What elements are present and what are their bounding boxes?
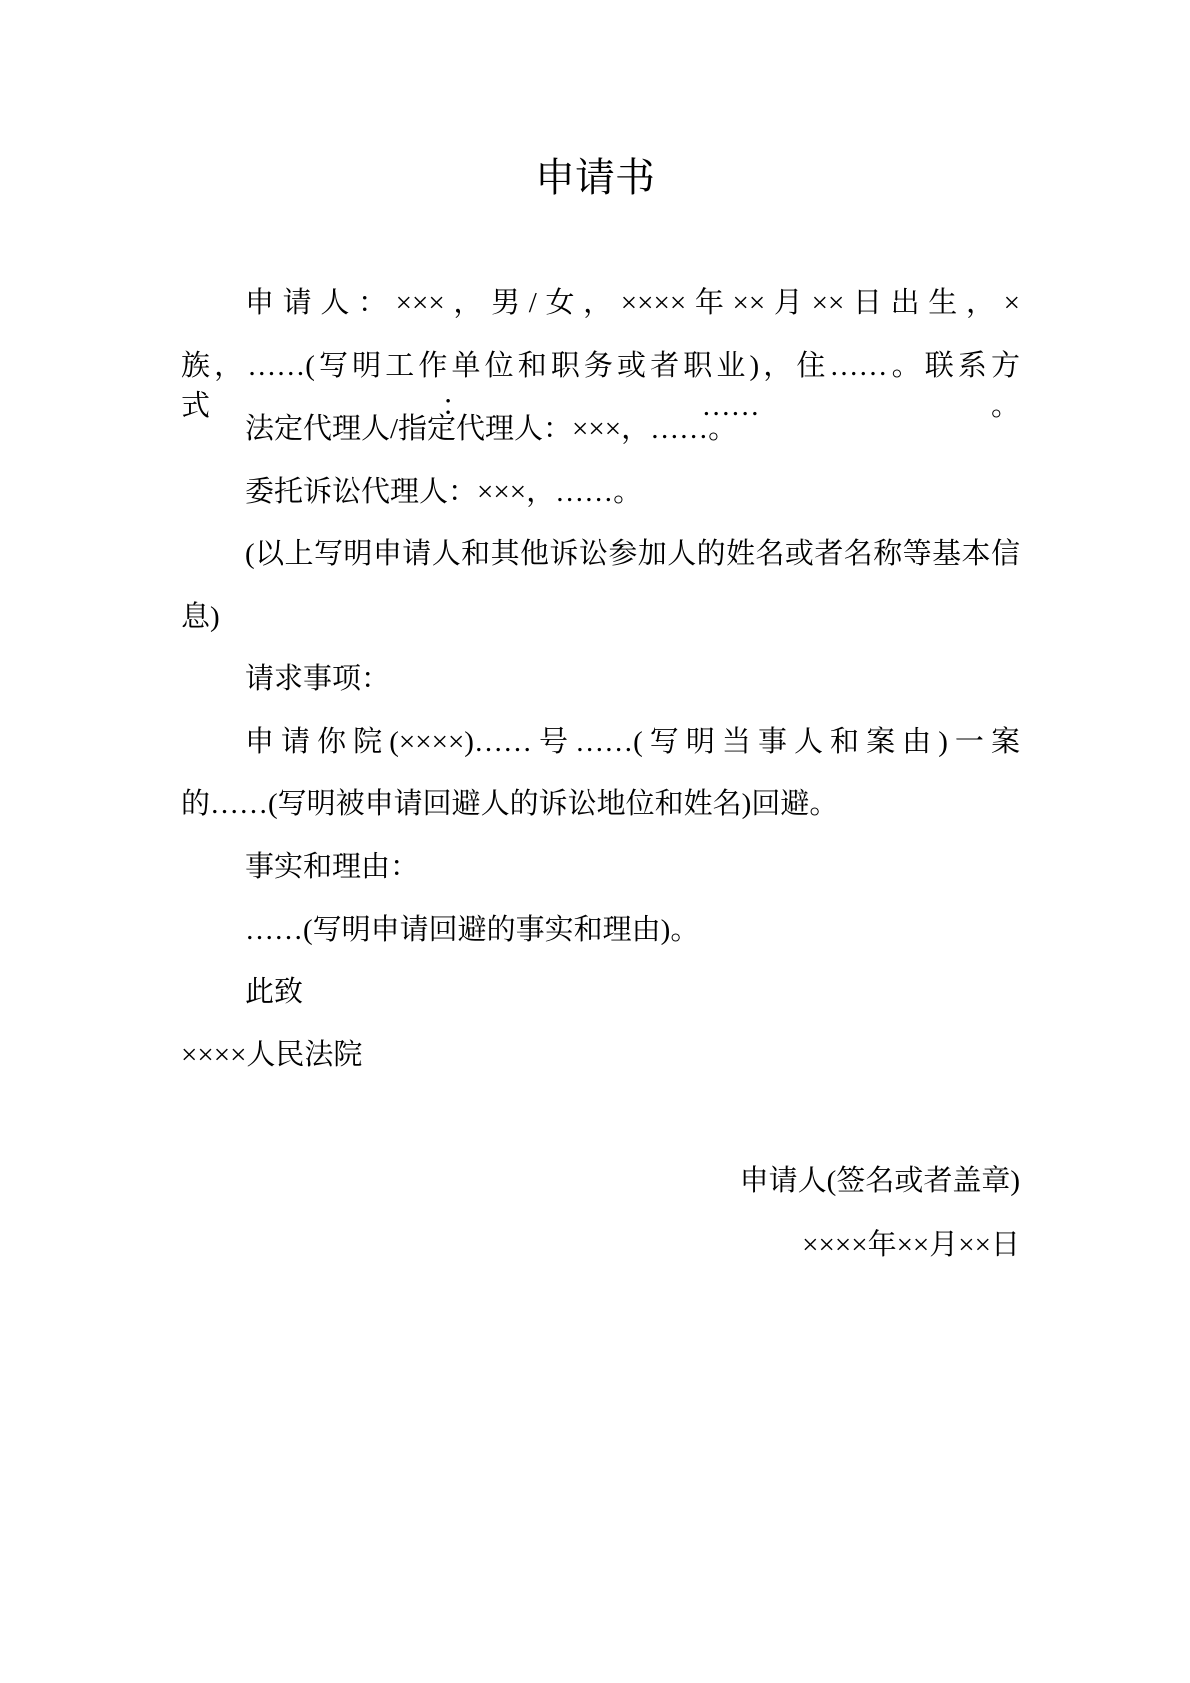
facts-line: ……(写明申请回避的事实和理由)。 (245, 914, 700, 946)
salutation: 此致 (245, 976, 304, 1008)
request-line-1: 申请你院(××××)……号……(写明当事人和案由)一案 (245, 726, 1020, 758)
signature-date: ××××年××月××日 (802, 1229, 1020, 1261)
signature-applicant: 申请人(签名或者盖章) (739, 1165, 1020, 1197)
entrusted-agent-line: 委托诉讼代理人：×××，……。 (245, 476, 643, 508)
facts-heading: 事实和理由： (245, 851, 420, 883)
legal-agent-line: 法定代理人/指定代理人：×××，……。 (245, 413, 738, 445)
note-line-2: 息) (181, 601, 220, 633)
note-line-1: (以上写明申请人和其他诉讼参加人的姓名或者名称等基本信 (245, 538, 1020, 570)
applicant-info-line-2: 族，……(写明工作单位和职务或者职业)，住……。联系方式：……。 (181, 350, 1020, 422)
document-title: 申请书 (535, 155, 655, 200)
court-name: ××××人民法院 (181, 1039, 363, 1071)
request-heading: 请求事项： (245, 663, 391, 695)
request-line-2: 的……(写明被申请回避人的诉讼地位和姓名)回避。 (181, 788, 839, 820)
applicant-info-line-1: 申请人：×××，男/女，××××年××月××日出生，× (245, 287, 1020, 319)
